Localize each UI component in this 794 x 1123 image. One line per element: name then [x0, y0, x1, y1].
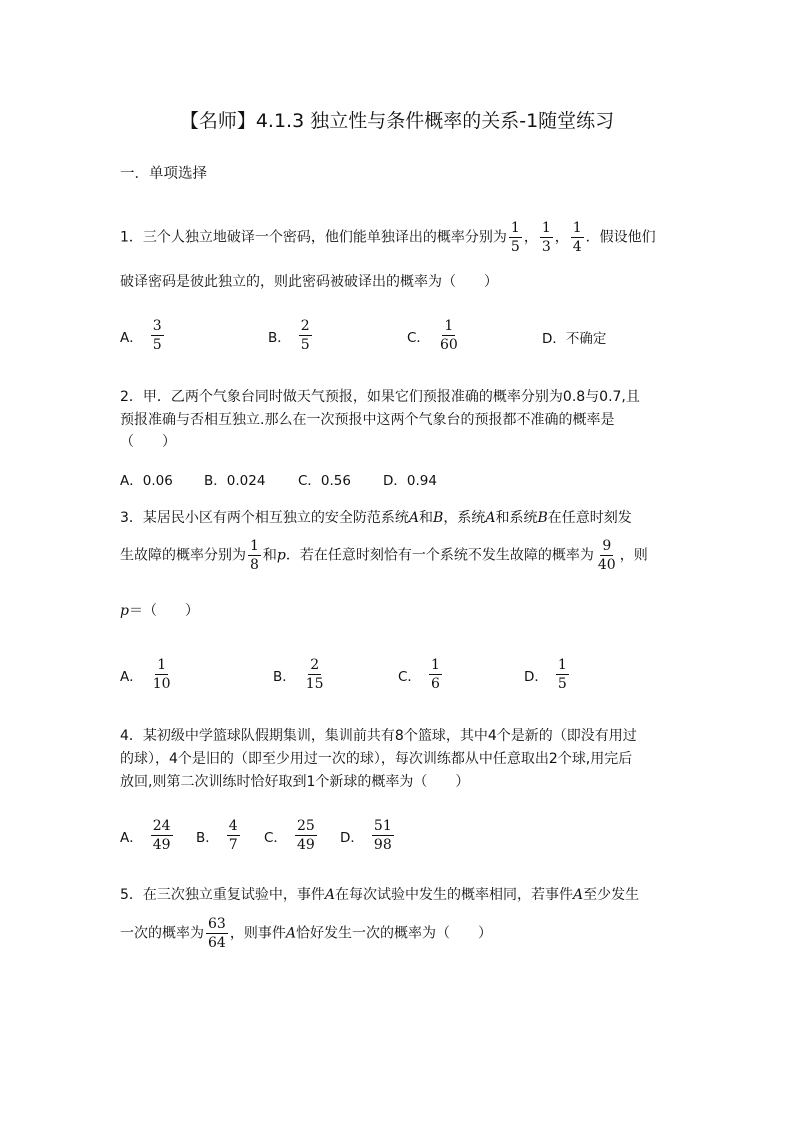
fraction: $\frac{1}{8}$	[250, 538, 259, 573]
question-3-line-2: 生故障的概率分别为 $\frac{1}{8}$ 和p．若在任意时刻恰有一个系统不发生故障的概率为 $\frac{9}{40}$ ，则	[120, 538, 648, 573]
q4-option-c[interactable]: C． $\frac{25}{49}$	[264, 818, 315, 853]
question-4-line-2: 的球），4个是旧的（即至少用过一次的球），每次训练都从中任意取出2个球,用完后	[120, 751, 633, 767]
question-1-text: 1．三个人独立地破译一个密码，他们能单独译出的概率分别为	[120, 229, 507, 246]
question-4-line-1: 4．某初级中学篮球队假期集训，集训前共有8个篮球，其中4个是新的（即没有用过	[120, 728, 637, 744]
q2-option-d[interactable]: D．0.94	[383, 473, 437, 489]
q4-option-d[interactable]: D． $\frac{51}{98}$	[340, 818, 392, 853]
question-5-line-2: 一次的概率为 $\frac{63}{64}$ ，则事件A恰好发生一次的概率为（ ）	[120, 916, 492, 951]
question-3-line-3: p＝（ ）	[120, 603, 199, 619]
page-title: 【名师】4.1.3 独立性与条件概率的关系-1随堂练习	[179, 110, 615, 132]
fraction: $\frac{1}{3}$	[541, 220, 551, 255]
q2-option-b[interactable]: B．0.024	[204, 473, 266, 489]
question-4-line-3: 放回,则第二次训练时恰好取到1个新球的概率为（ ）	[120, 774, 470, 790]
fraction: $\frac{9}{40}$	[597, 538, 616, 573]
q1-option-c[interactable]: C． $\frac{1}{60}$	[407, 318, 458, 353]
question-1-line-2: 破译密码是彼此独立的，则此密码被破译出的概率为（ ）	[120, 274, 498, 290]
question-1-line-1: 1．三个人独立地破译一个密码，他们能单独译出的概率分别为 $\frac{1}{5}$ ， $\frac{1}{3}$ ， $\frac{1}{4}$ ．假设他们	[120, 220, 656, 255]
q1-option-a[interactable]: A． $\frac{3}{5}$	[120, 318, 162, 353]
question-2-line-3: （ ）	[120, 434, 176, 450]
q3-option-a[interactable]: A． $\frac{1}{10}$	[120, 657, 171, 692]
question-2-line-2: 预报准确与否相互独立.那么在一次预报中这两个气象台的预报都不准确的概率是	[120, 412, 615, 428]
fraction: $\frac{63}{64}$	[208, 916, 226, 951]
q3-option-c[interactable]: C． $\frac{1}{6}$	[398, 657, 440, 692]
fraction: $\frac{1}{4}$	[572, 220, 582, 255]
section-heading: 一．单项选择	[120, 166, 207, 182]
question-3-line-1: 3．某居民小区有两个相互独立的安全防范系统A和B，系统A和系统B在任意时刻发	[120, 510, 632, 526]
question-2-line-1: 2．甲．乙两个气象台同时做天气预报，如果它们预报准确的概率分别为0.8与0.7,且	[120, 389, 640, 405]
q4-option-a[interactable]: A． $\frac{24}{49}$	[120, 818, 171, 853]
q3-option-d[interactable]: D． $\frac{1}{5}$	[524, 657, 567, 692]
q1-option-b[interactable]: B． $\frac{2}{5}$	[268, 318, 310, 353]
q1-option-d[interactable]: D．不确定	[542, 331, 607, 347]
q2-option-a[interactable]: A．0.06	[120, 473, 173, 489]
q2-option-c[interactable]: C．0.56	[298, 473, 351, 489]
fraction: $\frac{1}{5}$	[510, 220, 520, 255]
q4-option-b[interactable]: B． $\frac{4}{7}$	[196, 818, 238, 853]
q3-option-b[interactable]: B． $\frac{2}{15}$	[273, 657, 324, 692]
question-5-line-1: 5．在三次独立重复试验中，事件A在每次试验中发生的概率相同，若事件A至少发生	[120, 887, 640, 903]
